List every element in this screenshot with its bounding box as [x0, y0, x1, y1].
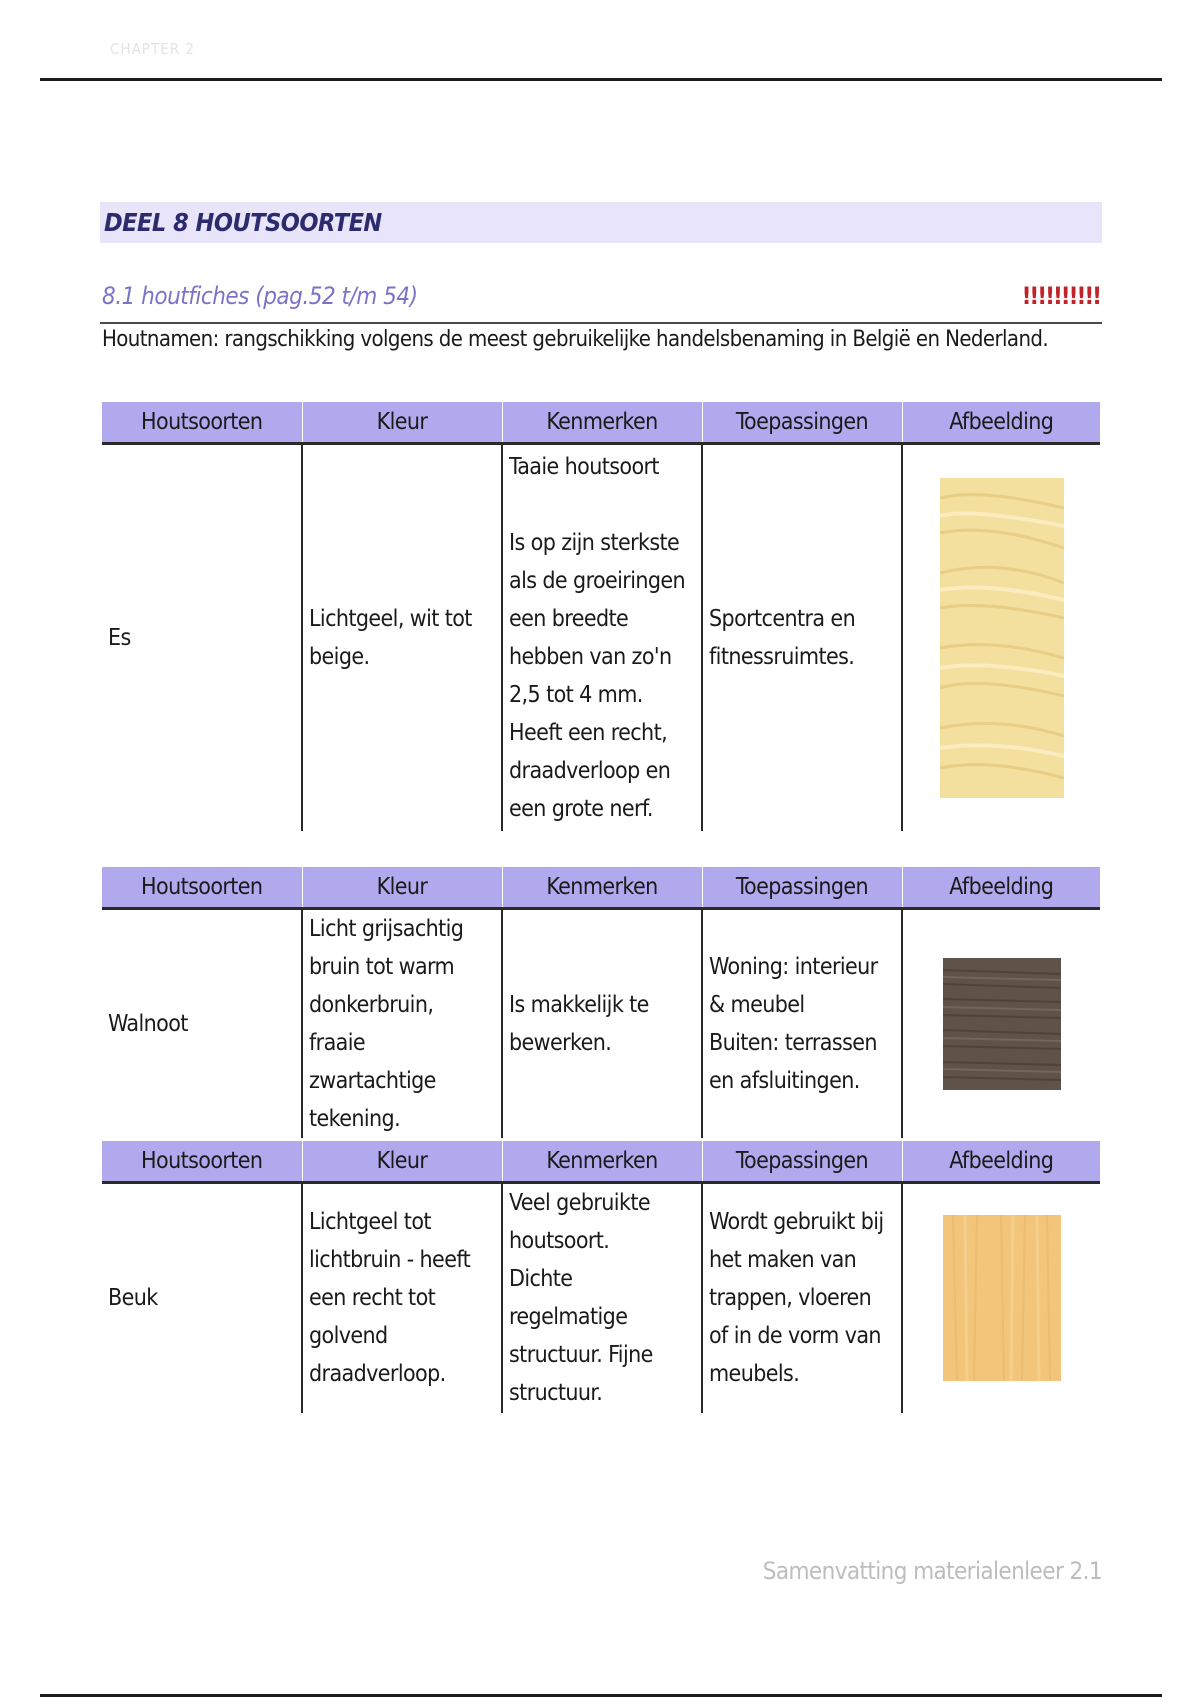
column-header-afbeelding: Afbeelding: [902, 867, 1100, 909]
column-header-houtsoorten: Houtsoorten: [102, 867, 302, 909]
subsection-title: 8.1 houtfiches (pag.52 t/m 54): [102, 282, 418, 310]
intro-text: Houtnamen: rangschikking volgens de meest gebruikelijke handelsbenaming in België en Nederland.: [102, 327, 1049, 352]
column-header-houtsoorten: Houtsoorten: [102, 1141, 302, 1183]
wood-name: Beuk: [108, 1285, 158, 1312]
wood-name: Es: [108, 624, 131, 651]
wood-toepassingen: [702, 909, 902, 1139]
kenmerken-line: Dichte regelmatige structuur. Fijne structuur.: [509, 1266, 653, 1407]
kenmerken-line: Is op zijn sterkste als de groeiringen een breedte hebben van zo'n 2,5 tot 4 mm. Heeft een recht, draadverloop en een grote nerf.: [509, 529, 686, 822]
wood-toepassingen: Wordt gebruikt bij het maken van trappen, vloeren of in de vorm van meubels.: [702, 1183, 902, 1413]
table-header-row: [102, 1141, 1100, 1183]
attention-mark: !!!!!!!!!!: [1021, 282, 1100, 310]
wood-kleur: Licht grijsachtig bruin tot warm donkerbruin, fraaie zwartachtige tekening.: [302, 909, 502, 1139]
column-header-houtsoorten: Houtsoorten: [102, 402, 302, 444]
column-header-kleur: Kleur: [302, 402, 502, 444]
table-row: [102, 1183, 1100, 1413]
kenmerken-line: Taaie houtsoort: [509, 453, 659, 480]
wood-table-es: [102, 402, 1100, 831]
wood-kenmerken: [502, 1183, 702, 1413]
table-header-row: [102, 402, 1100, 444]
column-header-kenmerken: Kenmerken: [502, 867, 702, 909]
column-header-kleur: Kleur: [302, 1141, 502, 1183]
column-header-toepassingen: Toepassingen: [702, 402, 902, 444]
column-header-toepassingen: Toepassingen: [702, 867, 902, 909]
wood-toepassingen: Sportcentra en fitnessruimtes.: [702, 444, 902, 831]
page-footer: Samenvatting materialenleer 2.1: [762, 1557, 1102, 1585]
top-rule: [40, 78, 1162, 81]
wood-kleur: Lichtgeel, wit tot beige.: [302, 444, 502, 831]
walnoot-wood-image: [943, 958, 1061, 1090]
beuk-wood-image: [943, 1215, 1061, 1381]
wood-image-cell: [902, 1183, 1100, 1413]
es-wood-image: [940, 478, 1064, 798]
wood-kenmerken: [502, 444, 702, 831]
toepassingen-line: Buiten: terrassen en afsluitingen.: [709, 1030, 877, 1094]
column-header-kenmerken: Kenmerken: [502, 402, 702, 444]
page-header: CHAPTER 2: [110, 40, 195, 58]
column-header-kleur: Kleur: [302, 867, 502, 909]
table-row: [102, 909, 1100, 1139]
table-header-row: [102, 867, 1100, 909]
wood-kleur: Lichtgeel tot lichtbruin - heeft een recht tot golvend draadverloop.: [302, 1183, 502, 1413]
toepassingen-line: Woning: interieur & meubel: [709, 954, 878, 1018]
wood-image-cell: [902, 444, 1100, 831]
section-title: DEEL 8 HOUTSOORTEN: [100, 202, 1102, 243]
wood-kenmerken: Is makkelijk te bewerken.: [502, 909, 702, 1139]
column-header-afbeelding: Afbeelding: [902, 1141, 1100, 1183]
subsection-heading: [100, 280, 1102, 324]
table-row: [102, 444, 1100, 831]
bottom-rule: [40, 1694, 1162, 1697]
wood-table-walnoot: [102, 867, 1100, 1138]
wood-name: Walnoot: [108, 1011, 188, 1037]
column-header-toepassingen: Toepassingen: [702, 1141, 902, 1183]
column-header-afbeelding: Afbeelding: [902, 402, 1100, 444]
column-header-kenmerken: Kenmerken: [502, 1141, 702, 1183]
wood-table-beuk: [102, 1141, 1100, 1413]
kenmerken-line: Veel gebruikte houtsoort.: [509, 1190, 650, 1255]
wood-image-cell: [902, 909, 1100, 1139]
